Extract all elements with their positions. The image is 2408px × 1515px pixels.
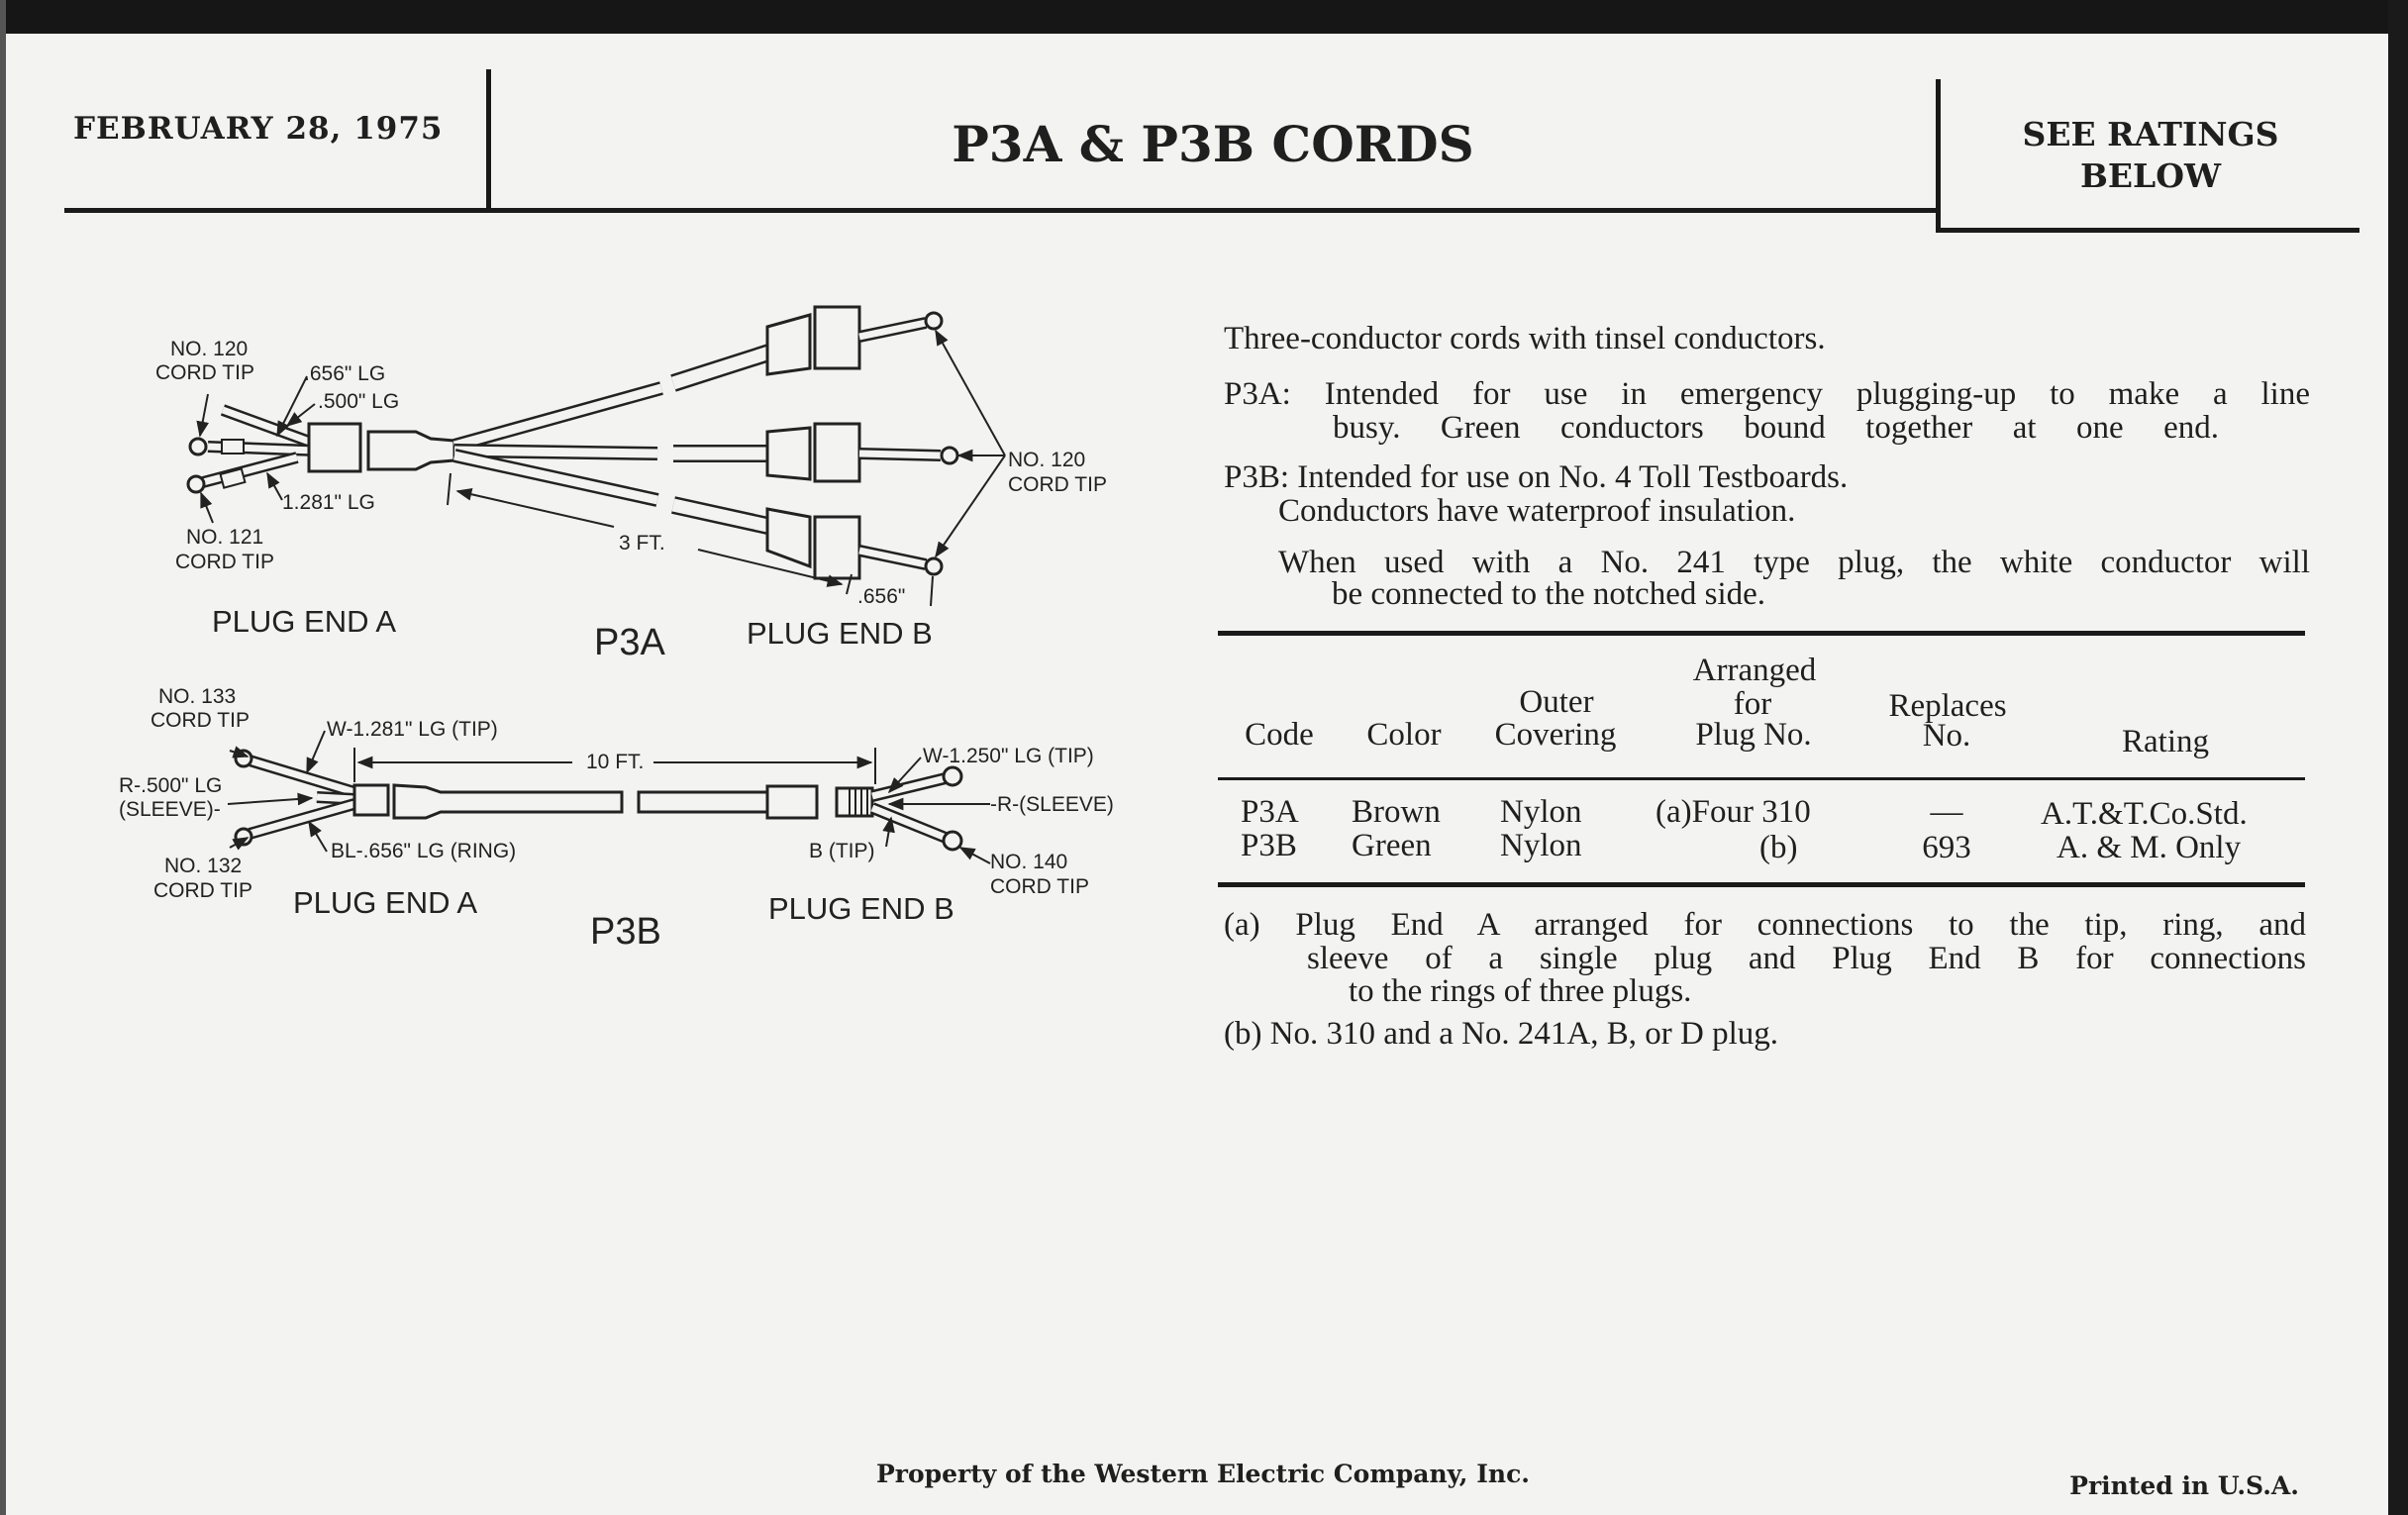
col-header-covering: Covering [1494,717,1617,753]
p3b-label-tip133-line2: CORD TIP [150,709,250,732]
description-intro: Three-conductor cords with tinsel conductors. [1224,321,1826,356]
p3a-end-a-sleeve [309,424,360,471]
col-header-for: for [1733,686,1772,722]
col-header-arranged: Arranged [1692,653,1817,688]
p3a-label-tip120-line2: CORD TIP [155,361,254,384]
page-title: P3A & P3B CORDS [952,115,1474,173]
cell-covering: Nylon [1500,828,1582,863]
col-header-plug-no: Plug No. [1695,717,1812,753]
p3b-end-a-leads [236,751,354,845]
description-p3b-line1: P3B: Intended for use on No. 4 Toll Testboards. [1224,459,1849,495]
cell-code: P3B [1241,828,1297,863]
col-header-code: Code [1245,717,1314,753]
p3a-diagram-title: P3A [594,622,665,663]
table-top-rule [1218,631,2305,636]
footnote-a-line1: (a) Plug End A arranged for connections to the tip, ring, and [1224,907,2306,943]
p3b-cord [639,792,767,812]
p3b-diagram-title: P3B [590,911,661,953]
cell-rating: A. & M. Only [2057,830,2242,865]
p3b-label-r-sleeve-line2: (SLEEVE)- [119,798,221,821]
col-header-no: No. [1922,718,1971,754]
col-header-replaces: Replaces [1888,688,2007,724]
p3a-end-length: .656" [857,585,906,608]
p3b-end-b-leads [872,767,961,850]
col-header-rating: Rating [2122,724,2209,759]
header-date: FEBRUARY 28, 1975 [73,111,444,147]
p3b-end-b-sleeve [767,786,817,818]
p3b-plug-end-b: PLUG END B [768,891,954,926]
rating-note-line2: BELOW [2079,156,2222,195]
p3a-cords [454,307,957,578]
cell-code: P3A [1241,794,1299,830]
p3b-cord [394,785,622,818]
p3a-label-tip121-line2: CORD TIP [175,551,274,573]
label-line: NO. 120 [170,338,249,360]
p3b-label-bl-ring: BL-.656" LG (RING) [331,840,517,862]
p3b-plug-end-a: PLUG END A [293,885,478,920]
p3a-label-1281: 1.281" LG [282,491,375,514]
cell-rating: A.T.&T.Co.Std. [2041,796,2248,832]
p3b-end-a-sleeve [354,785,388,815]
footer-property: Property of the Western Electric Company, Inc. [875,1460,1531,1488]
description-note-line2: be connected to the notched side. [1332,576,1766,612]
p3a-end-a-cord [368,432,454,469]
p3b-label-w-tip-b: W-1.250" LG (TIP) [923,745,1094,767]
p3b-label-tip140: NO. 140 [990,851,1068,873]
header-rule [1936,228,2359,233]
col-header-color: Color [1366,717,1442,753]
p3b-length: 10 FT. [580,750,650,774]
p3b-label-b-tip: B (TIP) [809,840,875,862]
description-p3a-line2: busy. Green conductors bound together at one end. [1333,410,2219,446]
p3b-label-tip140-line2: CORD TIP [990,875,1089,898]
p3a-label-tip121: NO. 121 [186,526,264,549]
rating-note-line1: SEE RATINGS [2022,115,2279,153]
p3a-label-tip120-right: NO. 120 [1008,449,1086,471]
p3b-label-tip133: NO. 133 [158,685,237,708]
footnote-a-line3: to the rings of three plugs. [1349,973,1692,1009]
cell-replaces: 693 [1922,830,1971,865]
footer-printed: Printed in U.S.A. [2069,1471,2299,1500]
p3a-label-656: .656" LG [304,362,386,385]
table-bottom-rule [1218,882,2305,887]
p3b-label-r-sleeve: R-.500" LG [119,774,223,797]
p3a-plug-end-a: PLUG END A [212,604,397,639]
footnote-a-line2: sleeve of a single plug and Plug End B for connections [1307,941,2306,976]
p3b-label-w-tip: W-1.281" LG (TIP) [327,718,498,741]
cell-replaces: — [1930,794,1963,830]
p3a-length: 3 FT. [619,532,665,555]
p3a-plug-end-b: PLUG END B [747,616,933,651]
cell-plug: (b) [1759,830,1798,865]
p3a-label-tip120 [170,337,248,361]
cell-covering: Nylon [1500,794,1582,830]
description-p3a-line1: P3A: Intended for use in emergency plugging-up to make a line [1224,376,2310,412]
cell-color: Green [1352,828,1432,863]
table-header-rule [1218,777,2305,780]
p3a-label-tip120-right-line2: CORD TIP [1008,473,1107,496]
col-header-outer: Outer [1519,684,1594,720]
footnote-b: (b) No. 310 and a No. 241A, B, or D plug. [1224,1016,1779,1052]
p3a-end-a-leads [188,410,315,492]
p3b-label-r-sleeve-b: -R-(SLEEVE) [990,793,1114,816]
scan-right-edge [2388,0,2408,1515]
p3a-drawing [188,307,1005,606]
cell-plug: (a)Four 310 [1656,794,1811,830]
description-p3b-line2: Conductors have waterproof insulation. [1278,493,1796,529]
p3b-label-tip132-line2: CORD TIP [153,879,252,902]
description-note-line1: When used with a No. 241 type plug, the white conductor will [1278,545,2310,580]
p3a-label-500: .500" LG [318,390,400,413]
p3b-label-tip132: NO. 132 [164,855,243,877]
cell-color: Brown [1352,794,1441,830]
